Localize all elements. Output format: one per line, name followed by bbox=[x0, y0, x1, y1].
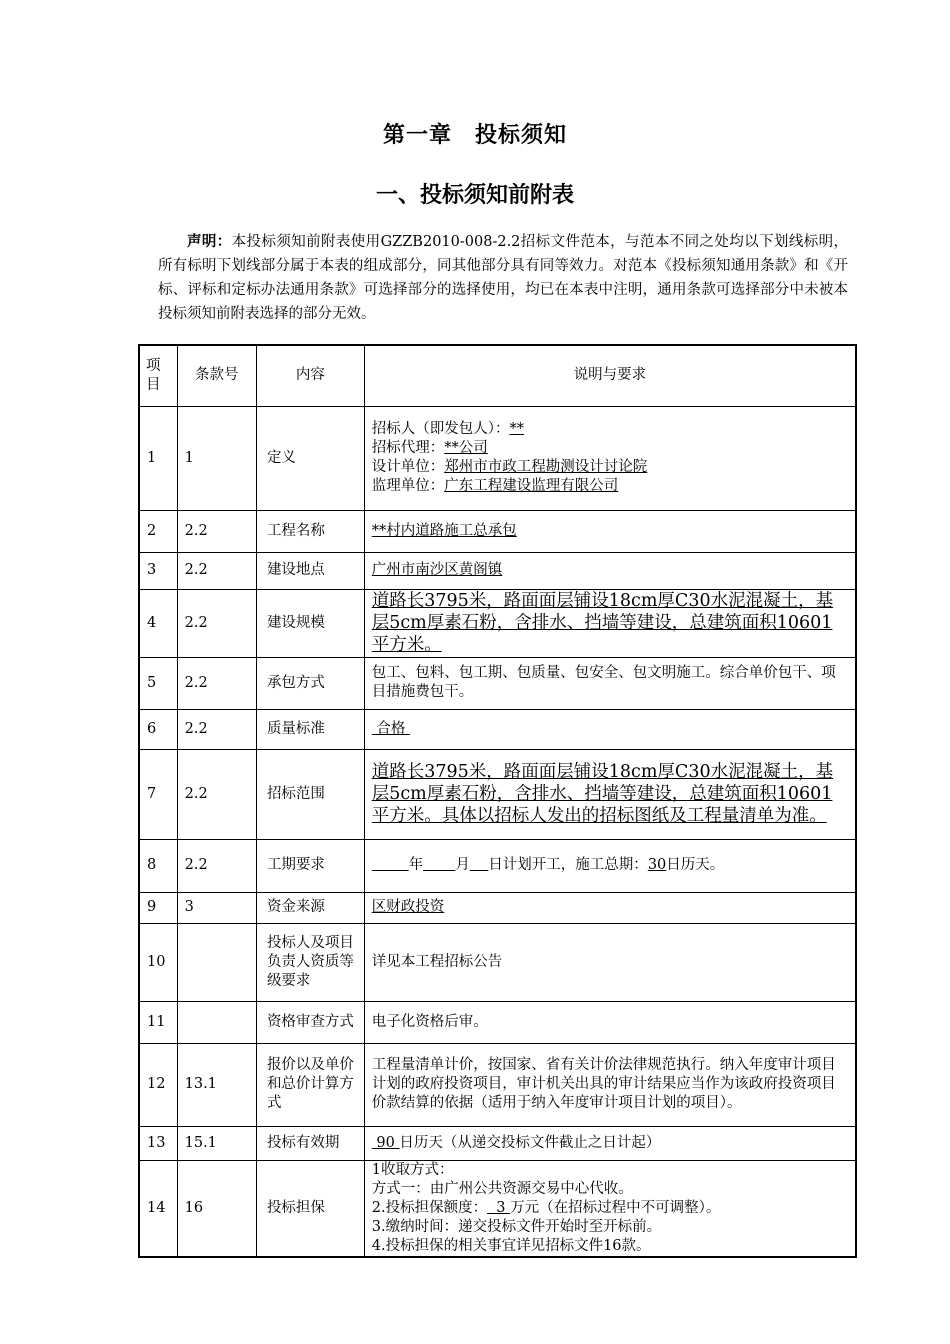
desc-line: 4.投标担保的相关事宜详见招标文件16款。 bbox=[371, 1237, 651, 1254]
desc-underlined: 道路长3795米，路面面层铺设18cm厚C30水泥混凝土，基层5cm厚素石粉，含排水、挡墙等建设，总建筑面积10601平方米。具体以招标人发出的招标图纸及工程量清单为准。 bbox=[371, 762, 834, 826]
row-clause: 2.2 bbox=[177, 709, 256, 749]
desc-underlined: 郑州市市政工程勘测设计讨论院 bbox=[444, 459, 648, 475]
row-clause: 2.2 bbox=[177, 552, 256, 589]
row-item: 投标人及项目负责人资质等级要求 bbox=[256, 923, 364, 1001]
table-row bbox=[139, 1126, 856, 1160]
row-desc bbox=[364, 709, 856, 749]
row-number: 5 bbox=[139, 657, 177, 709]
row-number: 14 bbox=[139, 1160, 177, 1257]
desc-underlined: 合格 bbox=[371, 720, 410, 737]
row-desc: 包工、包料、包工期、包质量、包安全、包文明施工。综合单价包干、项目措施费包干。 bbox=[364, 657, 856, 709]
row-number: 4 bbox=[139, 589, 177, 657]
table-header-row bbox=[139, 345, 856, 406]
notice-paragraph bbox=[158, 230, 848, 326]
table-row bbox=[139, 657, 856, 709]
row-clause: 1 bbox=[177, 406, 256, 510]
table-row bbox=[139, 839, 856, 892]
table-row bbox=[139, 1043, 856, 1126]
table-row bbox=[139, 1160, 856, 1257]
notice-label: 声明： bbox=[187, 233, 232, 250]
row-clause: 13.1 bbox=[177, 1043, 256, 1126]
blank-month bbox=[423, 857, 455, 873]
desc-line: 1收取方式： bbox=[371, 1161, 454, 1178]
header-cell: 说明与要求 bbox=[364, 345, 856, 406]
row-item: 工程名称 bbox=[256, 510, 364, 552]
table-row bbox=[139, 923, 856, 1001]
chapter-title: 第一章 投标须知 bbox=[382, 122, 567, 148]
row-number: 13 bbox=[139, 1126, 177, 1160]
row-clause: 16 bbox=[177, 1160, 256, 1257]
blank-day bbox=[470, 857, 488, 873]
row-desc bbox=[364, 552, 856, 589]
row-item: 资格审查方式 bbox=[256, 1001, 364, 1043]
desc-text: 日历天（从递交投标文件截止之日计起） bbox=[399, 1134, 661, 1151]
desc-line: 3.缴纳时间：递交投标文件开始时至开标前。 bbox=[371, 1218, 662, 1235]
row-item: 质量标准 bbox=[256, 709, 364, 749]
row-clause: 3 bbox=[177, 892, 256, 923]
desc-text: 日计划开工，施工总期： bbox=[488, 857, 648, 873]
row-item: 报价以及单价和总价计算方式 bbox=[256, 1043, 364, 1126]
row-clause bbox=[177, 923, 256, 1001]
row-number: 9 bbox=[139, 892, 177, 923]
row-clause: 2.2 bbox=[177, 510, 256, 552]
desc-underlined: 3 bbox=[487, 1199, 511, 1216]
row-desc bbox=[364, 839, 856, 892]
row-number: 1 bbox=[139, 406, 177, 510]
row-item: 建设规模 bbox=[256, 589, 364, 657]
desc-text: 招标人（即发包人）： bbox=[371, 421, 510, 437]
row-desc bbox=[364, 1126, 856, 1160]
desc-underlined: **公司 bbox=[444, 440, 488, 456]
desc-text: 设计单位： bbox=[371, 459, 445, 475]
row-desc bbox=[364, 892, 856, 923]
desc-underlined: 广东工程建设监理有限公司 bbox=[444, 478, 619, 494]
row-item: 投标担保 bbox=[256, 1160, 364, 1257]
desc-line: 方式一：由广州公共资源交易中心代收。 bbox=[371, 1180, 633, 1197]
table-row bbox=[139, 749, 856, 839]
row-desc bbox=[364, 510, 856, 552]
row-clause: 2.2 bbox=[177, 749, 256, 839]
row-item: 建设地点 bbox=[256, 552, 364, 589]
blank-year bbox=[372, 857, 409, 873]
row-number: 12 bbox=[139, 1043, 177, 1126]
row-item: 定义 bbox=[256, 406, 364, 510]
row-clause: 2.2 bbox=[177, 589, 256, 657]
desc-text: 监理单位： bbox=[371, 478, 445, 494]
row-clause bbox=[177, 1001, 256, 1043]
table-row bbox=[139, 510, 856, 552]
row-number: 2 bbox=[139, 510, 177, 552]
row-desc: 详见本工程招标公告 bbox=[364, 923, 856, 1001]
row-desc: 电子化资格后审。 bbox=[364, 1001, 856, 1043]
desc-underlined: 区财政投资 bbox=[371, 899, 445, 915]
table-row bbox=[139, 892, 856, 923]
row-item: 资金来源 bbox=[256, 892, 364, 923]
desc-text: 月 bbox=[455, 857, 470, 873]
desc-underlined: **村内道路施工总承包 bbox=[371, 522, 517, 539]
row-desc bbox=[364, 749, 856, 839]
row-desc bbox=[364, 1160, 856, 1257]
desc-underlined: ** bbox=[509, 421, 524, 437]
row-desc bbox=[364, 406, 856, 510]
desc-underlined: 90 bbox=[371, 1134, 400, 1151]
row-number: 8 bbox=[139, 839, 177, 892]
desc-text: 日历天。 bbox=[666, 857, 725, 873]
desc-underlined: 广州市南沙区黄阁镇 bbox=[371, 562, 503, 578]
desc-underlined: 道路长3795米，路面面层铺设18cm厚C30水泥混凝土，基层5cm厚素石粉，含排水、挡墙等建设，总建筑面积10601平方米。 bbox=[371, 591, 834, 655]
table-row bbox=[139, 1001, 856, 1043]
row-clause: 15.1 bbox=[177, 1126, 256, 1160]
table-row bbox=[139, 589, 856, 657]
section-title: 一、投标须知前附表 bbox=[375, 182, 574, 208]
row-number: 6 bbox=[139, 709, 177, 749]
desc-text: 2.投标担保额度： bbox=[371, 1199, 488, 1216]
desc-underlined: 30 bbox=[647, 857, 667, 873]
row-item: 招标范围 bbox=[256, 749, 364, 839]
header-cell: 内容 bbox=[256, 345, 364, 406]
table-row bbox=[139, 709, 856, 749]
table-row bbox=[139, 406, 856, 510]
row-number: 10 bbox=[139, 923, 177, 1001]
row-clause: 2.2 bbox=[177, 657, 256, 709]
row-desc: 工程量清单计价，按国家、省有关计价法律规范执行。纳入年度审计项目计划的政府投资项目，审计机关出具的审计结果应当作为该政府投资项目价款结算的依据（适用于纳入年度审计项目计划的项目）。 bbox=[364, 1043, 856, 1126]
notice-text: 本投标须知前附表使用GZZB2010-008-2.2招标文件范本，与范本不同之处均以下划线标明，所有标明下划线部分属于本表的组成部分，同其他部分具有同等效力。对范本《投标须知通用条款》和《开标、评标和定标办法通用条款》可选择部分的选择使用，均已在本表中注明，通用条款可选择部分中未被本投标须知前附表选择的部分无效。 bbox=[158, 234, 848, 322]
bid-instructions-table bbox=[138, 344, 857, 1258]
row-item: 工期要求 bbox=[256, 839, 364, 892]
row-desc bbox=[364, 589, 856, 657]
table-row bbox=[139, 552, 856, 589]
row-number: 11 bbox=[139, 1001, 177, 1043]
desc-text: 年 bbox=[408, 857, 424, 873]
header-cell: 条款号 bbox=[177, 345, 256, 406]
desc-line bbox=[372, 1199, 848, 1218]
row-clause: 2.2 bbox=[177, 839, 256, 892]
row-number: 3 bbox=[139, 552, 177, 589]
desc-text: 招标代理： bbox=[371, 440, 445, 456]
header-cell: 项目 bbox=[139, 345, 177, 406]
desc-text: 万元（在招标过程中不可调整）。 bbox=[510, 1199, 721, 1216]
row-number: 7 bbox=[139, 749, 177, 839]
row-item: 承包方式 bbox=[256, 657, 364, 709]
row-item: 投标有效期 bbox=[256, 1126, 364, 1160]
